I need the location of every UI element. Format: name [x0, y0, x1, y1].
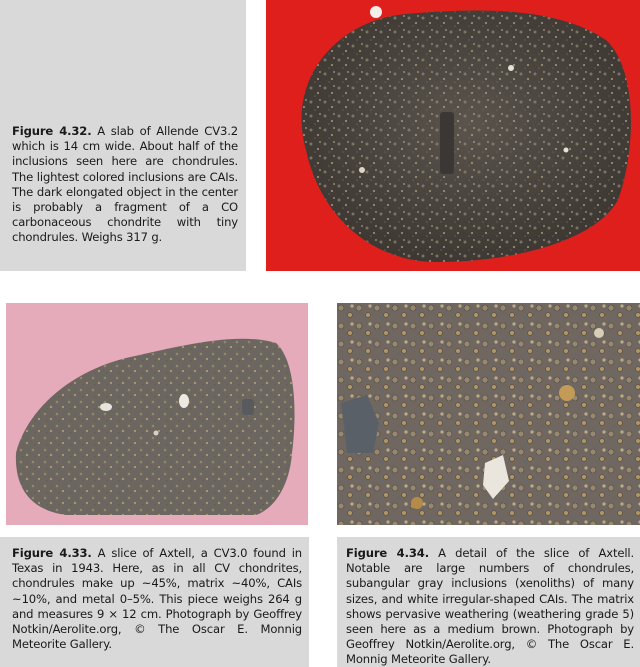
figure-4-32-caption [12, 124, 238, 246]
figure-4-33-caption-box [0, 537, 309, 667]
figure-4-33-caption [12, 546, 302, 652]
allende-slab-image [266, 0, 640, 271]
figure-4-34-caption-box [337, 537, 640, 667]
figure-4-33-photo [6, 303, 308, 525]
figure-4-34-text: A detail of the slice of Axtell. Notable are large numbers of chondrules, subangular gray inclusions (xenoliths) of many sizes, and white irregular-shaped CAIs. The matrix shows pervasive weathering (weathering grade 5) seen here as a medium brown. Photograph by Geoffrey Notkin/Aerolite.org, © The Oscar E. Monnig Meteorite Gallery. [346, 546, 634, 667]
figure-4-32-text: A slab of Allende CV3.2 which is 14 cm wide. About half of the inclusions seen here are chondrules. The lightest colored inclusions are CAIs. The dark elongated object in the center is probably a fragment of a CO carbonaceous chondrite with tiny chondrules. Weighs 317 g. [12, 124, 238, 245]
figure-4-34-photo [337, 303, 640, 525]
figure-4-34-caption [346, 546, 634, 667]
figure-4-33-label: Figure 4.33. [12, 546, 92, 560]
axtell-slice-image [6, 303, 308, 525]
figure-4-33-text: A slice of Axtell, a CV3.0 found in Texas in 1943. Here, as in all CV chondrites, chondrules make up ~45%, matrix ~40%, CAIs ~10%, and metal 0–5%. This piece weighs 264 g and measures 9 × 12 cm. Photograph by Geoffrey Notkin/Aerolite.org, © The Oscar E. Monnig Meteorite Gallery. [12, 546, 302, 652]
axtell-detail-image [337, 303, 640, 525]
figure-4-32-photo [266, 0, 640, 271]
figure-4-32-label: Figure 4.32. [12, 124, 92, 138]
co-fragment-inclusion [440, 112, 454, 174]
figure-4-34-label: Figure 4.34. [346, 546, 429, 560]
figure-4-32-caption-box [0, 0, 246, 271]
